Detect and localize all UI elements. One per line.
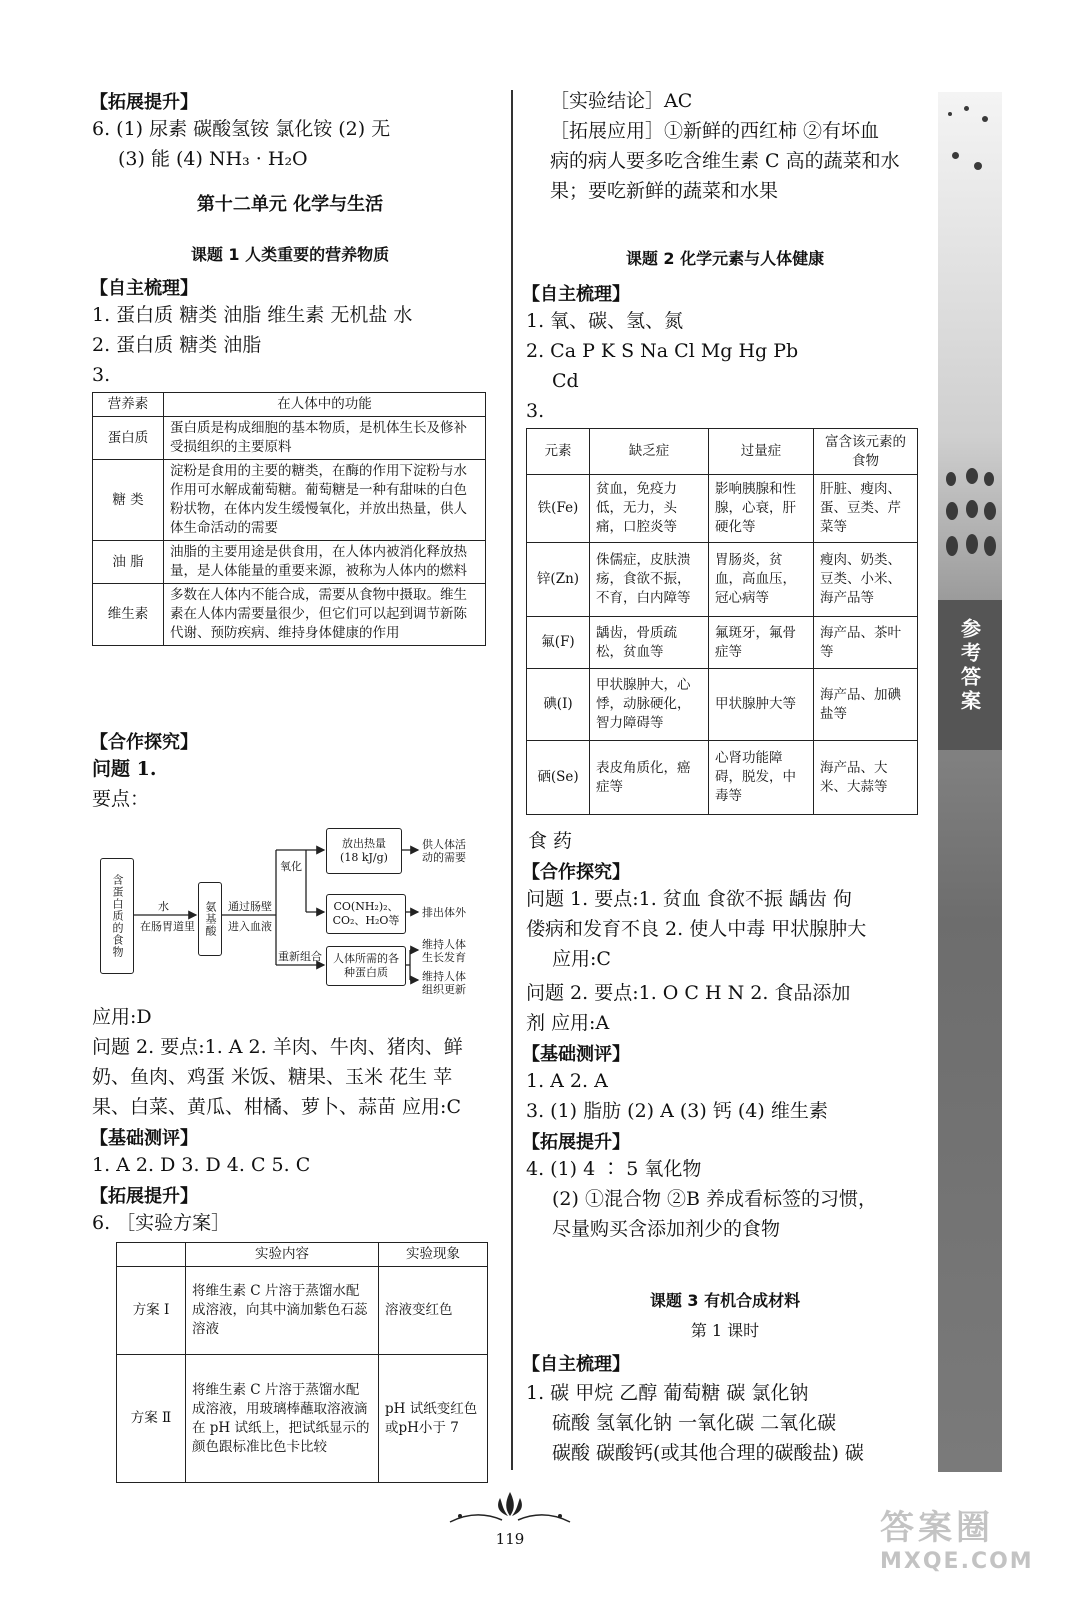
- table-cell: 蛋白质是构成细胞的基本物质，是机体生长及修补受损组织的主要原料: [164, 417, 486, 460]
- table-header: 实验内容: [186, 1243, 379, 1267]
- zizhu-r2-line3: 碳酸 碳酸钙(或其他合理的碳酸盐) 碳: [552, 1442, 864, 1464]
- protein-box: [326, 946, 406, 986]
- amino-label: 氨基酸: [204, 901, 217, 937]
- excrete-label: 排出体外: [422, 906, 466, 919]
- zizhu-answer-2: 2. 蛋白质 糖类 油脂: [92, 334, 262, 356]
- table-row: [93, 541, 486, 584]
- q6-answer-line2: (3) 能 (4) NH₃ · H₂O: [118, 148, 308, 170]
- table-cell: 甲状腺肿大等: [709, 669, 814, 741]
- zizhu-r2-line1: 1. 碳 甲烷 乙醇 葡萄糖 碳 氯化钠: [526, 1382, 809, 1404]
- table-header: 在人体中的功能: [164, 393, 486, 417]
- table-cell: 方案 Ⅱ: [117, 1355, 186, 1483]
- table-cell: 溶液变红色: [379, 1267, 488, 1355]
- period-label: 第 1 课时: [690, 1321, 760, 1340]
- table-cell: 心肾功能障碍，脱发，中毒等: [709, 741, 814, 815]
- nutrient-table: [92, 392, 486, 646]
- column-divider: [511, 90, 513, 1470]
- yaodian-label: 要点：: [92, 788, 150, 810]
- into-blood-label: 进入血液: [228, 920, 272, 933]
- zizhu-r-1: 1. 氧、碳、氢、氮: [526, 310, 684, 332]
- table-cell: 硒(Se): [527, 741, 590, 815]
- heat-value: (18 kJ/g): [340, 851, 388, 864]
- tuozhan-r-4-line1: 4. (1) 4 ∶ 5 氧化物: [526, 1158, 702, 1180]
- through-wall-label: 通过肠壁: [228, 900, 272, 913]
- decor-dot: [948, 112, 952, 116]
- growth-label: 维持人体生长发育: [422, 938, 466, 964]
- protein-flow-diagram: [96, 820, 496, 1010]
- decor-dot: [964, 106, 969, 111]
- renew-label: 维持人体组织更新: [422, 970, 466, 996]
- tuozhan-r-4-line2: (2) ①混合物 ②B 养成看标签的习惯，: [552, 1188, 877, 1210]
- table-cell: 瘦肉、奶类、豆类、小米、海产品等: [814, 543, 918, 617]
- table-row: [93, 584, 486, 646]
- decor-dot: [946, 536, 958, 556]
- table-cell: 油 脂: [93, 541, 164, 584]
- decor-dot: [966, 468, 978, 484]
- heading-tuozhan-r: 【拓展提升】: [522, 1132, 630, 1153]
- protein-label: 人体所需的各种蛋白质: [333, 952, 399, 979]
- table-header: 元素: [527, 429, 590, 475]
- decor-dot: [984, 536, 996, 556]
- wenti2-line3: 果、白菜、黄瓜、柑橘、萝卜、蒜苗 应用:C: [92, 1096, 461, 1118]
- amino-acid-box: [198, 882, 222, 956]
- heading-zizhu-r: 【自主梳理】: [522, 284, 630, 305]
- yingyong-d: 应用:D: [92, 1006, 152, 1028]
- hezuo-r-w1-line1: 问题 1. 要点:1. 贫血 食欲不振 龋齿 佝: [526, 888, 852, 910]
- products-label: CO(NH₂)₂、CO₂、H₂O等: [332, 900, 400, 927]
- products-box: [326, 894, 406, 934]
- jichu-answers: 1. A 2. D 3. D 4. C 5. C: [92, 1154, 311, 1176]
- tuozhan-r-4-line3: 尽量购买含添加剂少的食物: [552, 1218, 781, 1240]
- heading-zizhu: 【自主梳理】: [90, 278, 198, 299]
- table-cell: 肝脏、瘦肉、蛋、豆类、芹菜等: [814, 475, 918, 543]
- table-row: [527, 741, 918, 815]
- heading-hezuo: 【合作探究】: [90, 732, 198, 753]
- watermark-logo: 答案圈 MXQE.COM: [880, 1508, 1034, 1574]
- shiyao-answer: 食 药: [528, 830, 573, 852]
- table-cell: pH 试纸变红色或pH小于 7: [379, 1355, 488, 1483]
- decor-dot: [946, 472, 956, 486]
- heat-label: 放出热量: [342, 837, 386, 850]
- page-ornament: [440, 1486, 580, 1530]
- table-cell: 贫血，免疫力低，无力，头痛，口腔炎等: [590, 475, 709, 543]
- table-cell: 油脂的主要用途是供食用，在人体内被消化释放热量，是人体能量的重要来源，被称为人体内的燃料: [164, 541, 486, 584]
- table-cell: 将维生素 C 片溶于蒸馏水配成溶液，用玻璃棒蘸取溶液滴在 pH 试纸上，把试纸显示的颜色跟标准比色卡比较: [186, 1355, 379, 1483]
- table-row: [527, 543, 918, 617]
- table-cell: 表皮角质化，癌症等: [590, 741, 709, 815]
- extended-app-line1: ［拓展应用］①新鲜的西红柿 ②有坏血: [550, 120, 880, 142]
- table-header: 过量症: [709, 429, 814, 475]
- energy-label: 供人体活动的需要: [422, 838, 466, 864]
- zizhu-r-2-line1: 2. Ca P K S Na Cl Mg Hg Pb: [526, 340, 799, 362]
- table-row: [117, 1267, 488, 1355]
- q6-answer-line1: 6. (1) 尿素 碳酸氢铵 氯化铵 (2) 无: [92, 118, 391, 140]
- wenti2-line2: 奶、鱼肉、鸡蛋 米饭、糖果、玉米 花生 苹: [92, 1066, 453, 1088]
- table-cell: 蛋白质: [93, 417, 164, 460]
- table-row: [527, 475, 918, 543]
- table-cell: 胃肠炎，贫血，高血压，冠心病等: [709, 543, 814, 617]
- table-cell: 铁(Fe): [527, 475, 590, 543]
- heading-jichu: 【基础测评】: [90, 1128, 198, 1149]
- table-cell: 氟斑牙，氟骨症等: [709, 617, 814, 669]
- table-header: [117, 1243, 186, 1267]
- answers-tab: [938, 600, 1002, 750]
- decor-dot: [966, 534, 978, 554]
- page-number: 119: [495, 1530, 525, 1548]
- table-cell: 甲状腺肿大，心悸，动脉硬化，智力障碍等: [590, 669, 709, 741]
- food-label: 含蛋白质的食物: [111, 874, 124, 958]
- oxidize-label: 氧化: [280, 860, 302, 873]
- table-row: [527, 669, 918, 741]
- zizhu-answer-1: 1. 蛋白质 糖类 油脂 维生素 无机盐 水: [92, 304, 413, 326]
- zizhu-answer-3: 3.: [92, 364, 111, 386]
- experiment-conclusion: ［实验结论］AC: [550, 90, 693, 112]
- unit-title: 第十二单元 化学与生活: [196, 194, 384, 215]
- heading-jichu-r: 【基础测评】: [522, 1044, 630, 1065]
- hezuo-r-w2-line2: 剂 应用:A: [526, 1012, 610, 1034]
- side-decoration: [938, 92, 1002, 1472]
- heading-hezuo-r: 【合作探究】: [522, 862, 630, 883]
- zizhu-r2-line2: 硫酸 氢氧化钠 一氧化碳 二氧化碳: [552, 1412, 837, 1434]
- q6-plan-label: 6. ［实验方案］: [92, 1212, 231, 1234]
- water-label: 水: [158, 900, 169, 913]
- table-row: [93, 417, 486, 460]
- decor-dot: [982, 116, 988, 122]
- table-cell: 海产品、大米、大蒜等: [814, 741, 918, 815]
- table-cell: 方案 Ⅰ: [117, 1267, 186, 1355]
- table-cell: 影响胰腺和性腺，心衰，肝硬化等: [709, 475, 814, 543]
- decor-dot: [974, 162, 982, 170]
- ornament-icon: [440, 1486, 580, 1530]
- table-cell: 多数在人体内不能合成，需要从食物中摄取。维生素在人体内需要量很少，但它们可以起到调节新陈代谢、预防疾病、维持身体健康的作用: [164, 584, 486, 646]
- decor-dot: [952, 152, 959, 159]
- table-cell: 侏儒症，皮肤溃疡，食欲不振，不育，白内障等: [590, 543, 709, 617]
- table-cell: 维生素: [93, 584, 164, 646]
- extended-app-line2: 病的病人要多吃含维生素 C 高的蔬菜和水: [550, 150, 900, 172]
- decor-dot: [984, 472, 994, 486]
- hezuo-r-w2-line1: 问题 2. 要点:1. O C H N 2. 食品添加: [526, 982, 851, 1004]
- table-row: [117, 1355, 488, 1483]
- in-tract-label: 在肠胃道里: [140, 920, 195, 933]
- experiment-table: [116, 1242, 488, 1483]
- jichu-r-1: 1. A 2. A: [526, 1070, 608, 1092]
- answers-tab-label: 参考答案: [957, 618, 982, 714]
- table-header: 实验现象: [379, 1243, 488, 1267]
- table-cell: 将维生素 C 片溶于蒸馏水配成溶液，向其中滴加紫色石蕊溶液: [186, 1267, 379, 1355]
- table-cell: 淀粉是食用的主要的糖类，在酶的作用下淀粉与水作用可水解成葡萄糖。葡萄糖是一种有甜味的白色粉状物，在体内发生缓慢氧化，并放出热量，供人体生命活动的需要: [164, 460, 486, 541]
- heading-tuozhan: 【拓展提升】: [90, 1186, 198, 1207]
- hezuo-r-w1-line3: 应用:C: [552, 948, 611, 970]
- lesson3-title: 课题 3 有机合成材料: [649, 1291, 801, 1310]
- recombine-label: 重新组合: [278, 950, 322, 963]
- table-header: 富含该元素的食物: [814, 429, 918, 475]
- jichu-r-3: 3. (1) 脂肪 (2) A (3) 钙 (4) 维生素: [526, 1100, 828, 1122]
- table-cell: 海产品、加碘盐等: [814, 669, 918, 741]
- table-cell: 锌(Zn): [527, 543, 590, 617]
- element-table: [526, 428, 918, 815]
- table-cell: 龋齿，骨质疏松，贫血等: [590, 617, 709, 669]
- wenti1-label: 问题 1.: [92, 758, 157, 780]
- lesson1-title: 课题 1 人类重要的营养物质: [190, 245, 390, 264]
- decor-dot: [946, 502, 958, 520]
- table-cell: 碘(I): [527, 669, 590, 741]
- table-cell: 海产品、茶叶等: [814, 617, 918, 669]
- lesson2-title: 课题 2 化学元素与人体健康: [625, 249, 825, 268]
- wenti2-line1: 问题 2. 要点:1. A 2. 羊肉、牛肉、猪肉、鲜: [92, 1036, 463, 1058]
- zizhu-r-3: 3.: [526, 400, 545, 422]
- table-cell: 糖 类: [93, 460, 164, 541]
- heading-tuozhan-top: 【拓展提升】: [90, 92, 198, 113]
- decor-dot: [966, 500, 978, 518]
- table-header: 营养素: [93, 393, 164, 417]
- heat-box: [326, 828, 402, 874]
- food-box: [100, 858, 134, 974]
- hezuo-r-w1-line2: 偻病和发育不良 2. 使人中毒 甲状腺肿大: [526, 918, 867, 940]
- table-row: [527, 617, 918, 669]
- table-row: [93, 460, 486, 541]
- heading-zizhu-r2: 【自主梳理】: [522, 1354, 630, 1375]
- extended-app-line3: 果；要吃新鲜的蔬菜和水果: [550, 180, 779, 202]
- decor-dot: [984, 502, 996, 520]
- zizhu-r-2-line2: Cd: [552, 370, 579, 392]
- table-header: 缺乏症: [590, 429, 709, 475]
- table-cell: 氟(F): [527, 617, 590, 669]
